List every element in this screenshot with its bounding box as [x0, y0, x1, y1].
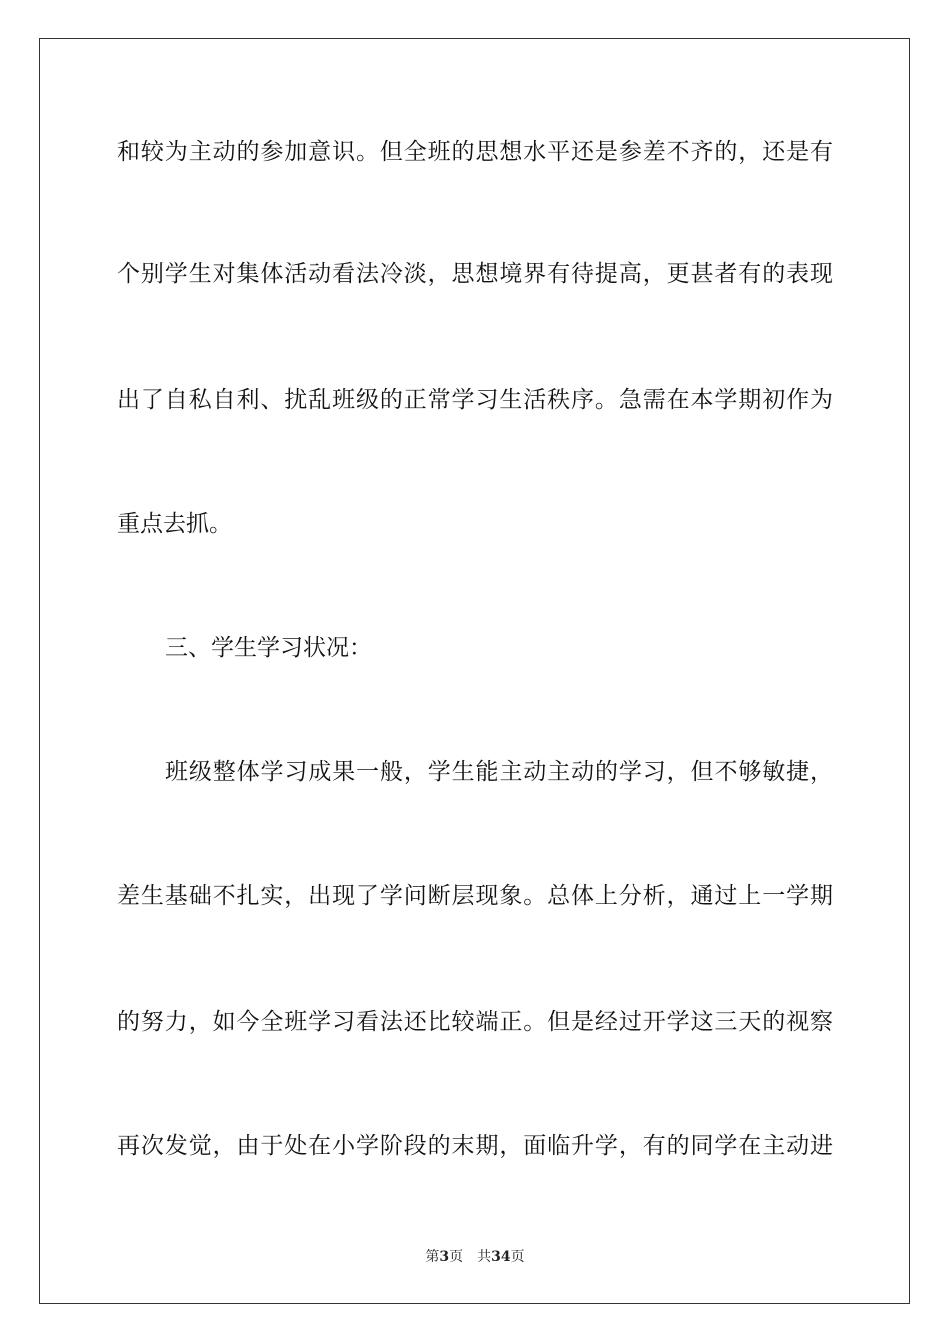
- paragraph-line-4: 重点去抓。: [117, 511, 232, 537]
- paragraph-line-9: 再次发觉，由于处在小学阶段的末期，面临升学，有的同学在主动进: [117, 1133, 833, 1159]
- paragraph-line-1: 和较为主动的参加意识。但全班的思想水平还是参差不齐的，还是有: [117, 139, 833, 165]
- page-footer: [0, 1248, 950, 1266]
- footer-total-prefix: 共: [477, 1249, 492, 1265]
- footer-page-suffix: 页: [449, 1249, 464, 1265]
- footer-total-suffix: 页: [510, 1249, 525, 1265]
- footer-page-prefix: 第: [425, 1249, 440, 1265]
- page-border: [39, 38, 910, 1304]
- footer-page-current: 3: [439, 1249, 450, 1265]
- paragraph-line-3: 出了自私自利、扰乱班级的正常学习生活秩序。急需在本学期初作为: [117, 387, 833, 413]
- footer-page-total: 34: [491, 1249, 511, 1265]
- paragraph-line-6: 班级整体学习成果一般，学生能主动主动的学习，但不够敏捷，: [165, 759, 833, 785]
- paragraph-line-2: 个别学生对集体活动看法冷淡，思想境界有待提高，更甚者有的表现: [117, 261, 833, 287]
- paragraph-line-8: 的努力，如今全班学习看法还比较端正。但是经过开学这三天的视察: [117, 1009, 833, 1035]
- section-heading: 三、学生学习状况：: [165, 635, 372, 661]
- paragraph-line-7: 差生基础不扎实，出现了学问断层现象。总体上分析，通过上一学期: [117, 883, 833, 909]
